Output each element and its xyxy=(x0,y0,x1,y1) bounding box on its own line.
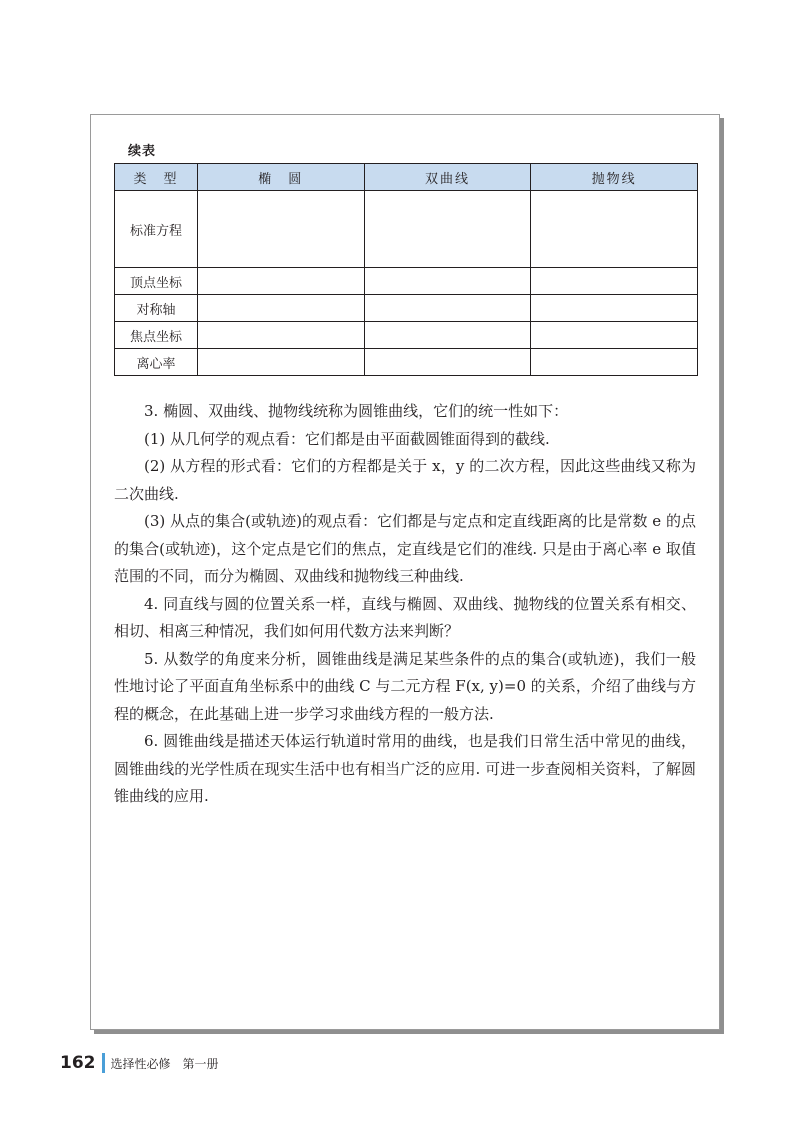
paragraph-3-3: (3) 从点的集合(或轨迹)的观点看：它们都是与定点和定直线距离的比是常数 e 的点的集合(或轨迹)，这个定点是它们的焦点，定直线是它们的准线. 只是由于离心率 e 取值范围的不同，而分为椭圆、双曲线和抛物线三种曲线. xyxy=(114,512,696,585)
table-row xyxy=(115,322,698,349)
book-title: 选择性必修 第一册 xyxy=(110,1056,219,1071)
table-cell xyxy=(197,191,364,268)
table-cell xyxy=(531,322,698,349)
table-row xyxy=(115,349,698,376)
table-cell xyxy=(197,322,364,349)
paragraph-3-2: (2) 从方程的形式看：它们的方程都是关于 x，y 的二次方程，因此这些曲线又称为二次曲线. xyxy=(114,457,696,503)
page-number: 162 xyxy=(60,1053,96,1073)
table-cell xyxy=(531,295,698,322)
table-row xyxy=(115,191,698,268)
row-label-symmetry-axis: 对称轴 xyxy=(115,295,198,322)
paragraph-4: 4. 同直线与圆的位置关系一样，直线与椭圆、双曲线、抛物线的位置关系有相交、相切、相离三种情况，我们如何用代数方法来判断？ xyxy=(114,594,696,640)
table-row xyxy=(115,295,698,322)
body-text xyxy=(114,398,696,811)
table-cell xyxy=(364,191,531,268)
table-header-row xyxy=(115,164,698,191)
paragraph-5: 5. 从数学的角度来分析，圆锥曲线是满足某些条件的点的集合(或轨迹)，我们一般性地讨论了平面直角坐标系中的曲线 C 与二元方程 F(x, y)=0 的关系，介绍了曲线与方程的概念，在此基础上进一步学习求曲线方程的一般方法. xyxy=(114,649,696,723)
table-cell xyxy=(197,349,364,376)
row-label-vertex-coordinates: 顶点坐标 xyxy=(115,268,198,295)
header-hyperbola: 双曲线 xyxy=(364,164,531,191)
footer-divider-bar xyxy=(102,1053,105,1073)
header-type: 类 型 xyxy=(115,164,198,191)
table-cell xyxy=(364,295,531,322)
table-cell xyxy=(531,191,698,268)
table-row xyxy=(115,268,698,295)
conic-sections-table xyxy=(114,163,698,376)
page-footer xyxy=(60,1052,219,1074)
header-ellipse: 椭 圆 xyxy=(197,164,364,191)
continued-table-label: 续表 xyxy=(128,144,157,159)
table-cell xyxy=(364,349,531,376)
row-label-focus-coordinates: 焦点坐标 xyxy=(115,322,198,349)
row-label-standard-equation: 标准方程 xyxy=(115,191,198,268)
table-cell xyxy=(364,322,531,349)
paragraph-3: 3. 椭圆、双曲线、抛物线统称为圆锥曲线，它们的统一性如下： xyxy=(144,402,569,420)
paragraph-6: 6. 圆锥曲线是描述天体运行轨道时常用的曲线，也是我们日常生活中常见的曲线，圆锥曲线的光学性质在现实生活中也有相当广泛的应用. 可进一步查阅相关资料，了解圆锥曲线的应用. xyxy=(114,732,696,805)
table-cell xyxy=(364,268,531,295)
table-cell xyxy=(531,349,698,376)
header-parabola: 抛物线 xyxy=(531,164,698,191)
paragraph-3-1: (1) 从几何学的观点看：它们都是由平面截圆锥面得到的截线. xyxy=(144,429,550,448)
row-label-eccentricity: 离心率 xyxy=(115,349,198,376)
table-cell xyxy=(531,268,698,295)
table-cell xyxy=(197,295,364,322)
table-cell xyxy=(197,268,364,295)
